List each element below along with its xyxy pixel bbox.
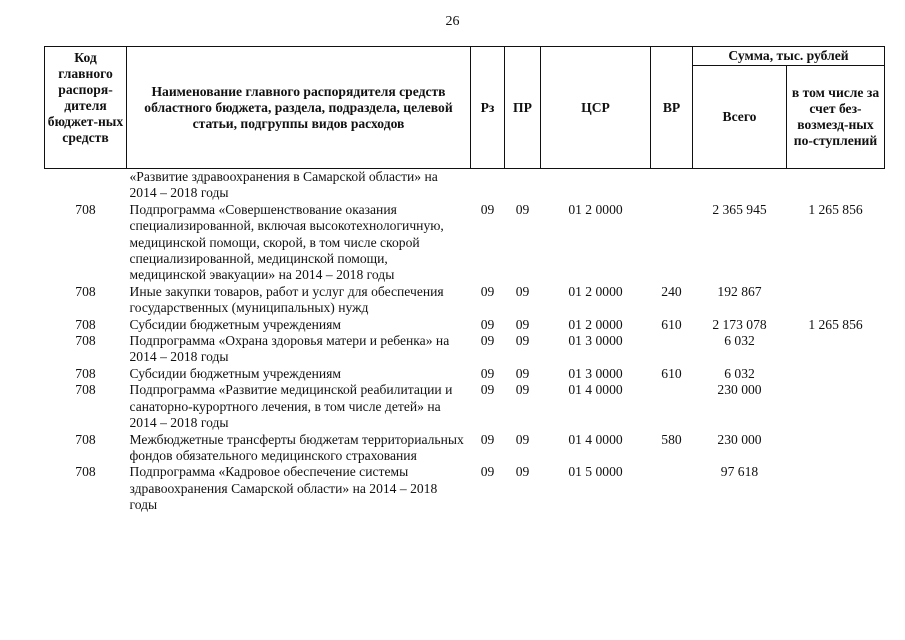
row-code: 708 xyxy=(75,283,96,299)
row-rz: 09 xyxy=(480,382,495,398)
row-pr: 09 xyxy=(515,365,530,381)
row-name: Межбюджетные трансферты бюджетам территориальных фондов обязательного медицинского страхования xyxy=(129,431,464,463)
table-row xyxy=(45,169,885,202)
row-name: Иные закупки товаров, работ и услуг для обеспечения государственных (муниципальных) нужд xyxy=(129,283,444,316)
header-vr: ВР xyxy=(651,47,693,169)
table-row xyxy=(45,333,885,366)
row-rz: 09 xyxy=(480,201,495,217)
row-total: 2 365 945 xyxy=(712,201,767,217)
row-vr xyxy=(651,169,693,202)
row-free: 1 265 856 xyxy=(808,201,863,217)
row-vr: 240 xyxy=(661,283,682,299)
header-sum: Сумма, тыс. рублей xyxy=(693,47,885,66)
header-code: Код главного распоря-дителя бюджет-ных средств xyxy=(45,47,127,169)
row-total: 6 032 xyxy=(724,333,755,349)
row-vr xyxy=(651,202,693,284)
row-total: 97 618 xyxy=(720,464,759,480)
row-free xyxy=(787,382,885,431)
row-total: 6 032 xyxy=(724,365,755,381)
row-code: 708 xyxy=(75,333,96,349)
row-rz: 09 xyxy=(480,333,495,349)
row-free xyxy=(787,366,885,382)
table-row xyxy=(45,317,885,333)
row-pr xyxy=(505,169,541,202)
row-total: 230 000 xyxy=(717,382,762,398)
header-name: Наименование главного распорядителя средств областного бюджета, раздела, подраздела, целевой статьи, подгруппы видов расходов xyxy=(127,47,471,169)
table-row xyxy=(45,382,885,431)
row-rz: 09 xyxy=(480,464,495,480)
row-vr: 610 xyxy=(661,365,682,381)
row-code xyxy=(45,169,127,202)
row-total: 192 867 xyxy=(717,283,762,299)
header-total: Всего xyxy=(693,66,787,169)
row-name: Подпрограмма «Совершенствование оказания специализированной, включая высокотехнологичную, медицинской помощи, скорой, в том числе скорой специализированной, медицинской помощи, медицинской эвакуации» на 2014 – 2018 годы xyxy=(129,201,444,283)
row-rz: 09 xyxy=(480,365,495,381)
row-free xyxy=(787,432,885,465)
row-pr: 09 xyxy=(515,431,530,447)
row-name: Субсидии бюджетным учреждениям xyxy=(129,365,342,381)
row-rz xyxy=(471,169,505,202)
row-total: 230 000 xyxy=(717,431,762,447)
row-free xyxy=(787,169,885,202)
row-vr: 580 xyxy=(661,431,682,447)
header-pr: ПР xyxy=(505,47,541,169)
page-number: 26 xyxy=(445,14,460,29)
row-pr: 09 xyxy=(515,464,530,480)
header-free: в том числе за счет без-возмезд-ных по-ступлений xyxy=(787,66,885,169)
header-rz: Рз xyxy=(471,47,505,169)
row-vr: 610 xyxy=(661,316,682,332)
row-free: 1 265 856 xyxy=(808,316,863,332)
row-vr xyxy=(651,333,693,366)
row-rz: 09 xyxy=(480,316,495,332)
row-csr: 01 4 0000 xyxy=(568,382,623,398)
row-free xyxy=(787,284,885,317)
row-code: 708 xyxy=(75,431,96,447)
table-row xyxy=(45,464,885,513)
row-code: 708 xyxy=(75,365,96,381)
row-free xyxy=(787,464,885,513)
row-free xyxy=(787,333,885,366)
row-vr xyxy=(651,382,693,431)
row-name: Субсидии бюджетным учреждениям xyxy=(129,316,342,332)
row-total xyxy=(693,169,787,202)
row-csr: 01 3 0000 xyxy=(568,333,623,349)
row-csr: 01 5 0000 xyxy=(568,464,623,480)
row-rz: 09 xyxy=(480,431,495,447)
row-name: «Развитие здравоохранения в Самарской области» на 2014 – 2018 годы xyxy=(129,169,438,201)
table-row xyxy=(45,366,885,382)
table-row xyxy=(45,284,885,317)
row-pr: 09 xyxy=(515,382,530,398)
row-csr: 01 2 0000 xyxy=(568,201,623,217)
row-total: 2 173 078 xyxy=(712,316,767,332)
table-header xyxy=(45,47,885,169)
row-pr: 09 xyxy=(515,201,530,217)
row-name: Подпрограмма «Развитие медицинской реабилитации и санаторно-курортного лечения, в том числе детей» на 2014 – 2018 годы xyxy=(129,382,453,431)
table-row xyxy=(45,202,885,284)
row-csr: 01 2 0000 xyxy=(568,283,623,299)
row-pr: 09 xyxy=(515,283,530,299)
row-name: Подпрограмма «Кадровое обеспечение системы здравоохранения Самарской области» на 2014 – 2018 годы xyxy=(129,464,438,513)
row-csr: 01 4 0000 xyxy=(568,431,623,447)
row-rz: 09 xyxy=(480,283,495,299)
row-name: Подпрограмма «Охрана здоровья матери и ребенка» на 2014 – 2018 годы xyxy=(129,333,450,365)
budget-table xyxy=(44,46,885,514)
row-pr: 09 xyxy=(515,333,530,349)
header-csr: ЦСР xyxy=(541,47,651,169)
row-code: 708 xyxy=(75,382,96,398)
row-code: 708 xyxy=(75,464,96,480)
row-pr: 09 xyxy=(515,316,530,332)
row-csr: 01 3 0000 xyxy=(568,365,623,381)
row-csr xyxy=(541,169,651,202)
table-row xyxy=(45,432,885,465)
table-body xyxy=(45,169,885,514)
row-csr: 01 2 0000 xyxy=(568,316,623,332)
row-code: 708 xyxy=(75,316,96,332)
row-code: 708 xyxy=(75,201,96,217)
row-vr xyxy=(651,464,693,513)
